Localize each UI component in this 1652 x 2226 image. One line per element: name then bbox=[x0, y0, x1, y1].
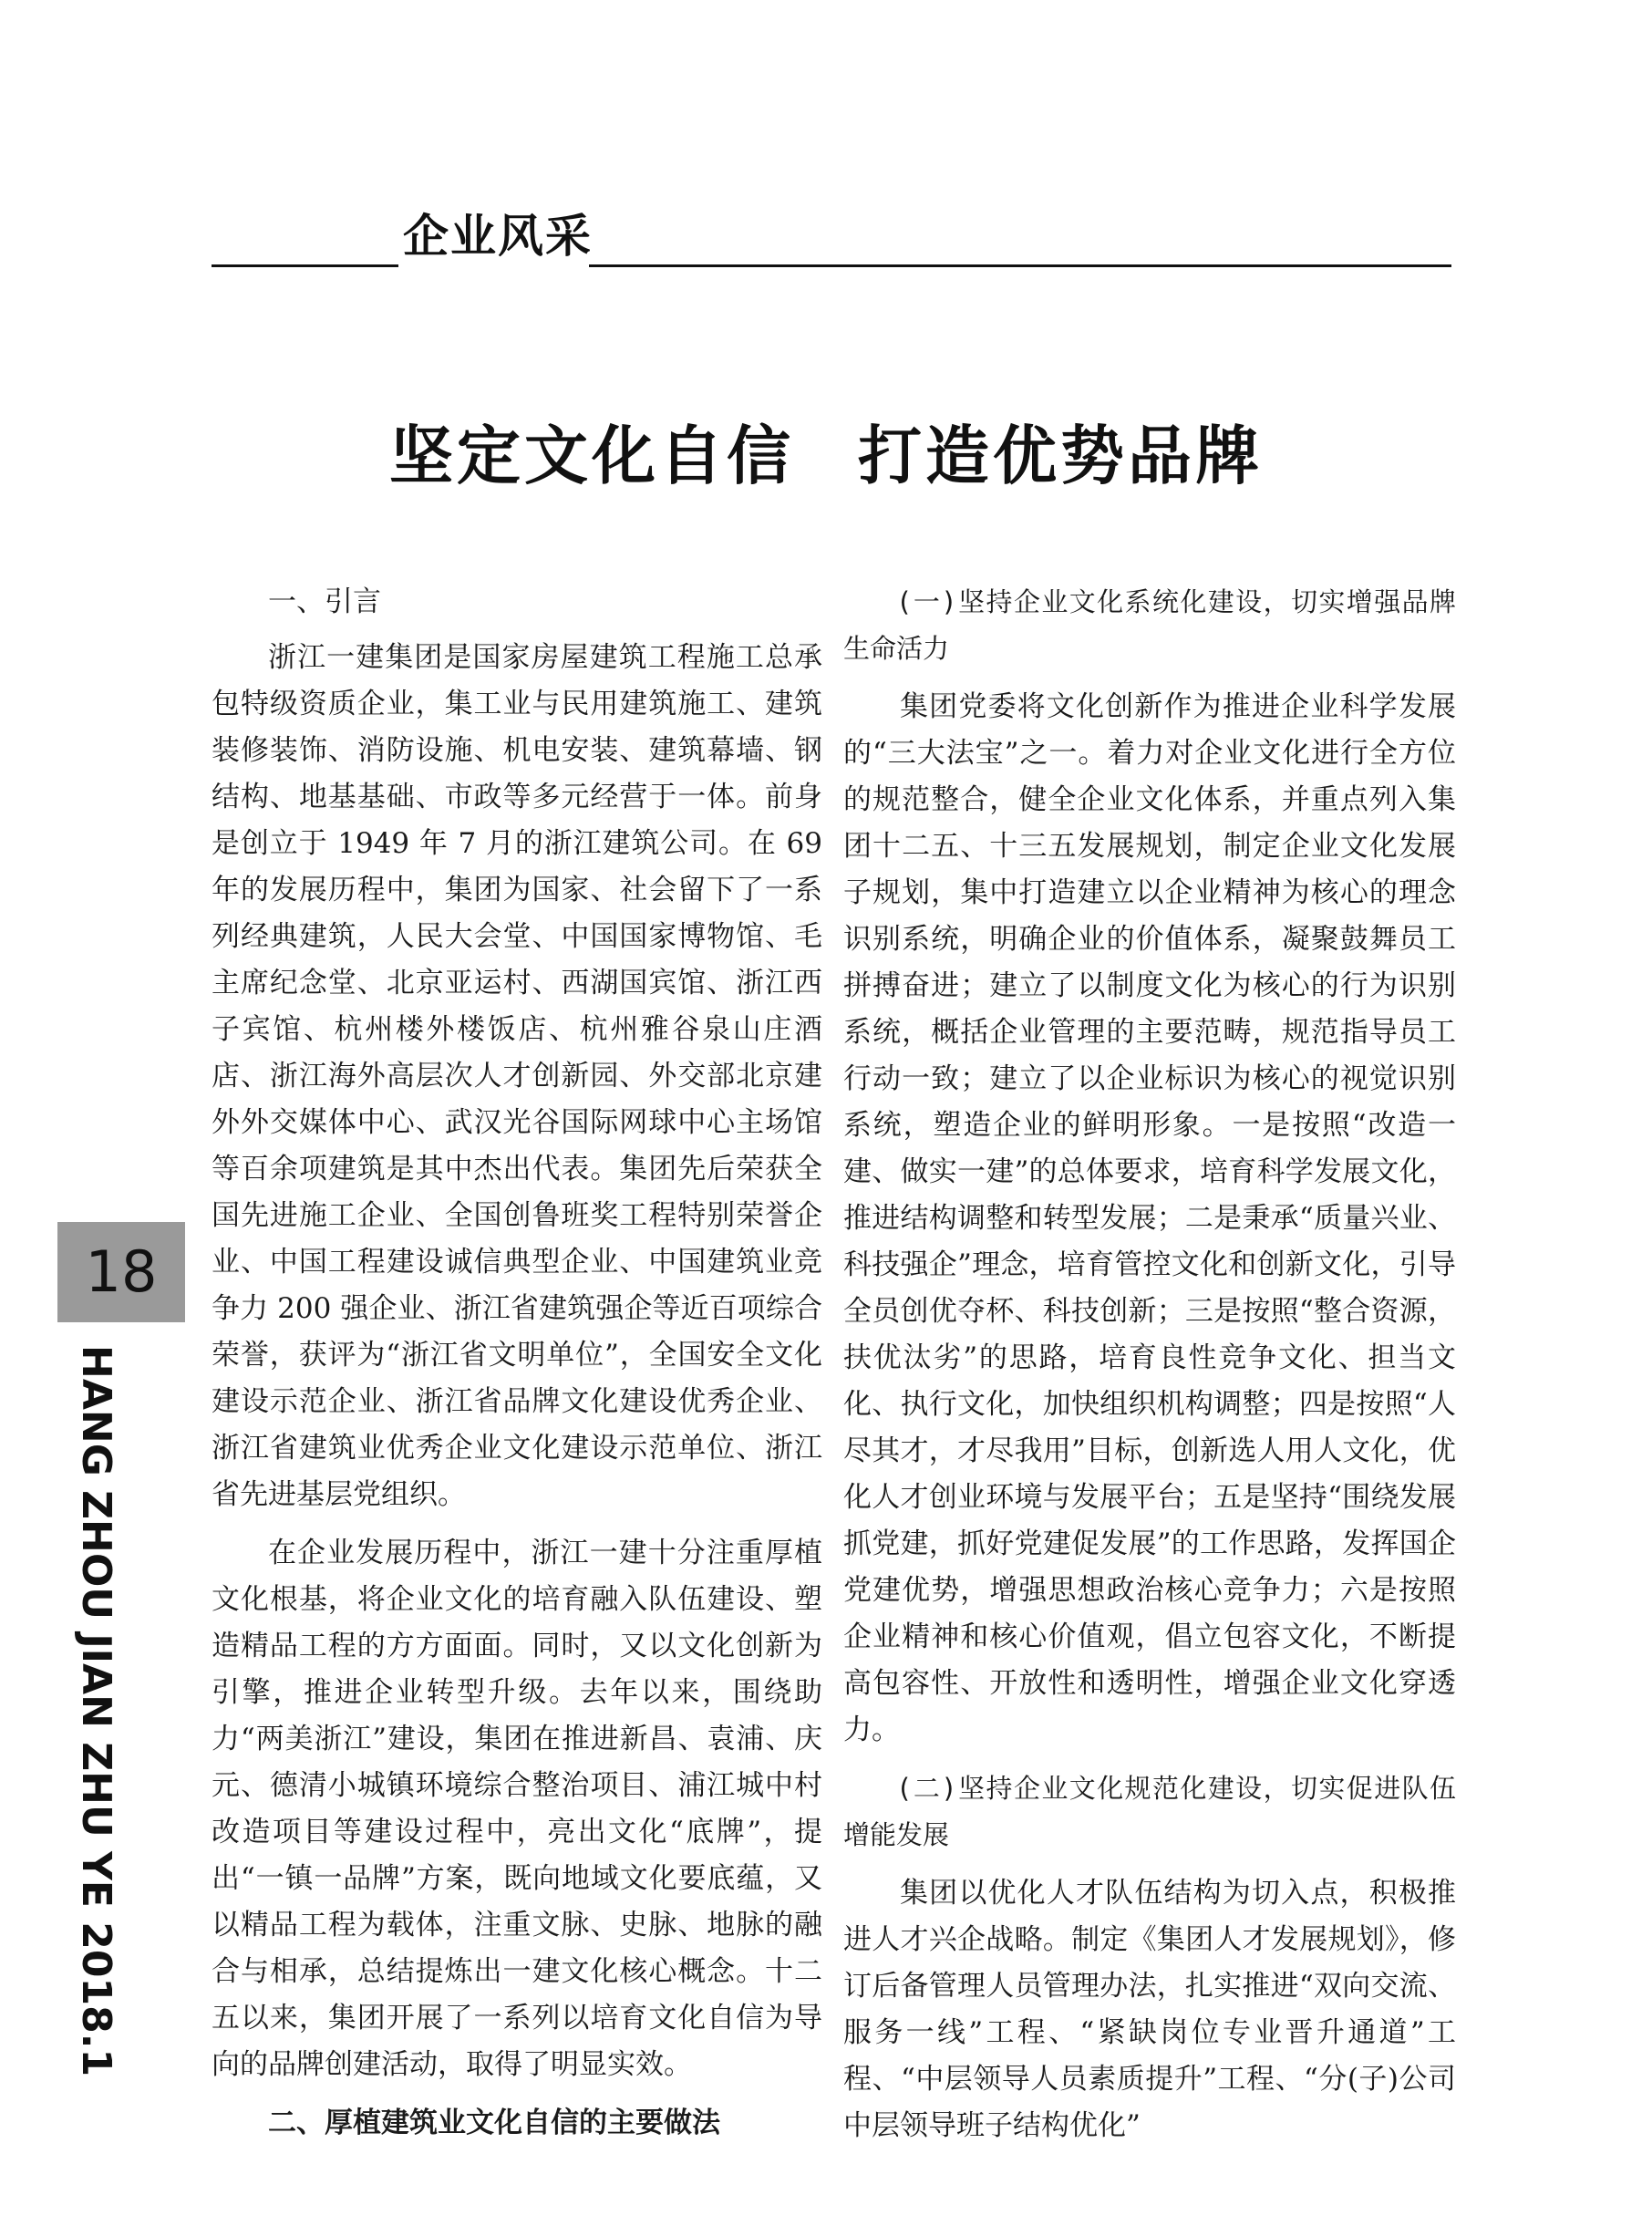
subheading: (一)坚持企业文化系统化建设，切实增强品牌生命活力 bbox=[843, 586, 1456, 664]
title-part-2: 打造优势品牌 bbox=[858, 419, 1263, 493]
section-label: 企业风采 bbox=[403, 210, 593, 263]
paragraph: 浙江一建集团是国家房屋建筑工程施工总承包特级资质企业，集工业与民用建筑施工、建筑装修装饰、消防设施、机电安装、建筑幕墙、钢结构、地基基础、市政等多元经营于一体。前身是创立于 1949 年 7 月的浙江建筑公司。在 69 年的发展历程中，集团为国家、社会留下了一系列经典建筑，人民大会堂、中国国家博物馆、毛主席纪念堂、北京亚运村、西湖国宾馆、浙江西子宾馆、杭州楼外楼饭店、杭州雅谷泉山庄酒店、浙江海外高层次人才创新园、外交部北京建外外交媒体中心、武汉光谷国际网球中心主场馆等百余项建筑是其中杰出代表。集团先后荣获全国先进施工企业、全国创鲁班奖工程特别荣誉企业、中国工程建设诚信典型企业、中国建筑业竞争力 200 强企业、浙江省建筑强企等近百项综合荣誉，获评为“浙江省文明单位”，全国安全文化建设示范企业、浙江省品牌文化建设优秀企业、浙江省建筑业优秀企业文化建设示范单位、浙江省先进基层党组织。 bbox=[212, 641, 822, 1511]
journal-issue-label: HANG ZHOU JIAN ZHU YE 2018.1 bbox=[73, 1345, 119, 2077]
paragraph: 在企业发展历程中，浙江一建十分注重厚植文化根基，将企业文化的培育融入队伍建设、塑造精品工程的方方面面。同时，又以文化创新为引擎，推进企业转型升级。去年以来，围绕助力“两美浙江”建设，集团在推进新昌、袁浦、庆元、德清小城镇环境综合整治项目、浦江城中村改造项目等建设过程中，亮出文化“底牌”，提出“一镇一品牌”方案，既向地域文化要底蕴，又以精品工程为载体，注重文脉、史脉、地脉的融合与相承，总结提炼出一建文化核心概念。十二五以来，集团开展了一系列以培育文化自信为导向的品牌创建活动，取得了明显实效。 bbox=[212, 1537, 822, 2081]
heading-main-practices: 二、厚植建筑业文化自信的主要做法 bbox=[268, 2107, 720, 2139]
page-number-badge bbox=[57, 1222, 185, 1322]
right-column bbox=[843, 579, 1456, 2161]
left-column bbox=[212, 579, 822, 2156]
header-rule-left bbox=[212, 264, 398, 267]
heading-introduction: 一、引言 bbox=[268, 585, 381, 618]
page-number: 18 bbox=[85, 1238, 158, 1305]
title-part-1: 坚定文化自信 bbox=[389, 419, 794, 493]
subheading: (二)坚持企业文化规范化建设，切实促进队伍增能发展 bbox=[843, 1773, 1456, 1850]
article-title bbox=[0, 415, 1652, 497]
header-rule-right bbox=[589, 264, 1451, 267]
paragraph: 集团党委将文化创新作为推进企业科学发展的“三大法宝”之一。着力对企业文化进行全方位的规范整合，健全企业文化体系，并重点列入集团十二五、十三五发展规划，制定企业文化发展子规划，集中打造建立以企业精神为核心的理念识别系统，明确企业的价值体系，凝聚鼓舞员工拼搏奋进；建立了以制度文化为核心的行为识别系统，概括企业管理的主要范畴，规范指导员工行动一致；建立了以企业标识为核心的视觉识别系统，塑造企业的鲜明形象。一是按照“改造一建、做实一建”的总体要求，培育科学发展文化，推进结构调整和转型发展；二是秉承“质量兴业、科技强企”理念，培育管控文化和创新文化，引导全员创优夺杯、科技创新；三是按照“整合资源，扶优汰劣”的思路，培育良性竞争文化、担当文化、执行文化，加快组织机构调整；四是按照“人尽其才，才尽我用”目标，创新选人用人文化，优化人才创业环境与发展平台；五是坚持“围绕发展抓党建，抓好党建促发展”的工作思路，发挥国企党建优势，增强思想政治核心竞争力；六是按照企业精神和核心价值观，倡立包容文化，不断提高包容性、开放性和透明性，增强企业文化穿透力。 bbox=[843, 690, 1456, 1746]
section-header bbox=[212, 208, 1451, 272]
paragraph: 集团以优化人才队伍结构为切入点，积极推进人才兴企战略。制定《集团人才发展规划》，修订后备管理人员管理办法，扎实推进“双向交流、服务一线”工程、“紧缺岗位专业晋升通道”工程、“中层领导人员素质提升”工程、“分(子)公司中层领导班子结构优化” bbox=[843, 1877, 1456, 2142]
